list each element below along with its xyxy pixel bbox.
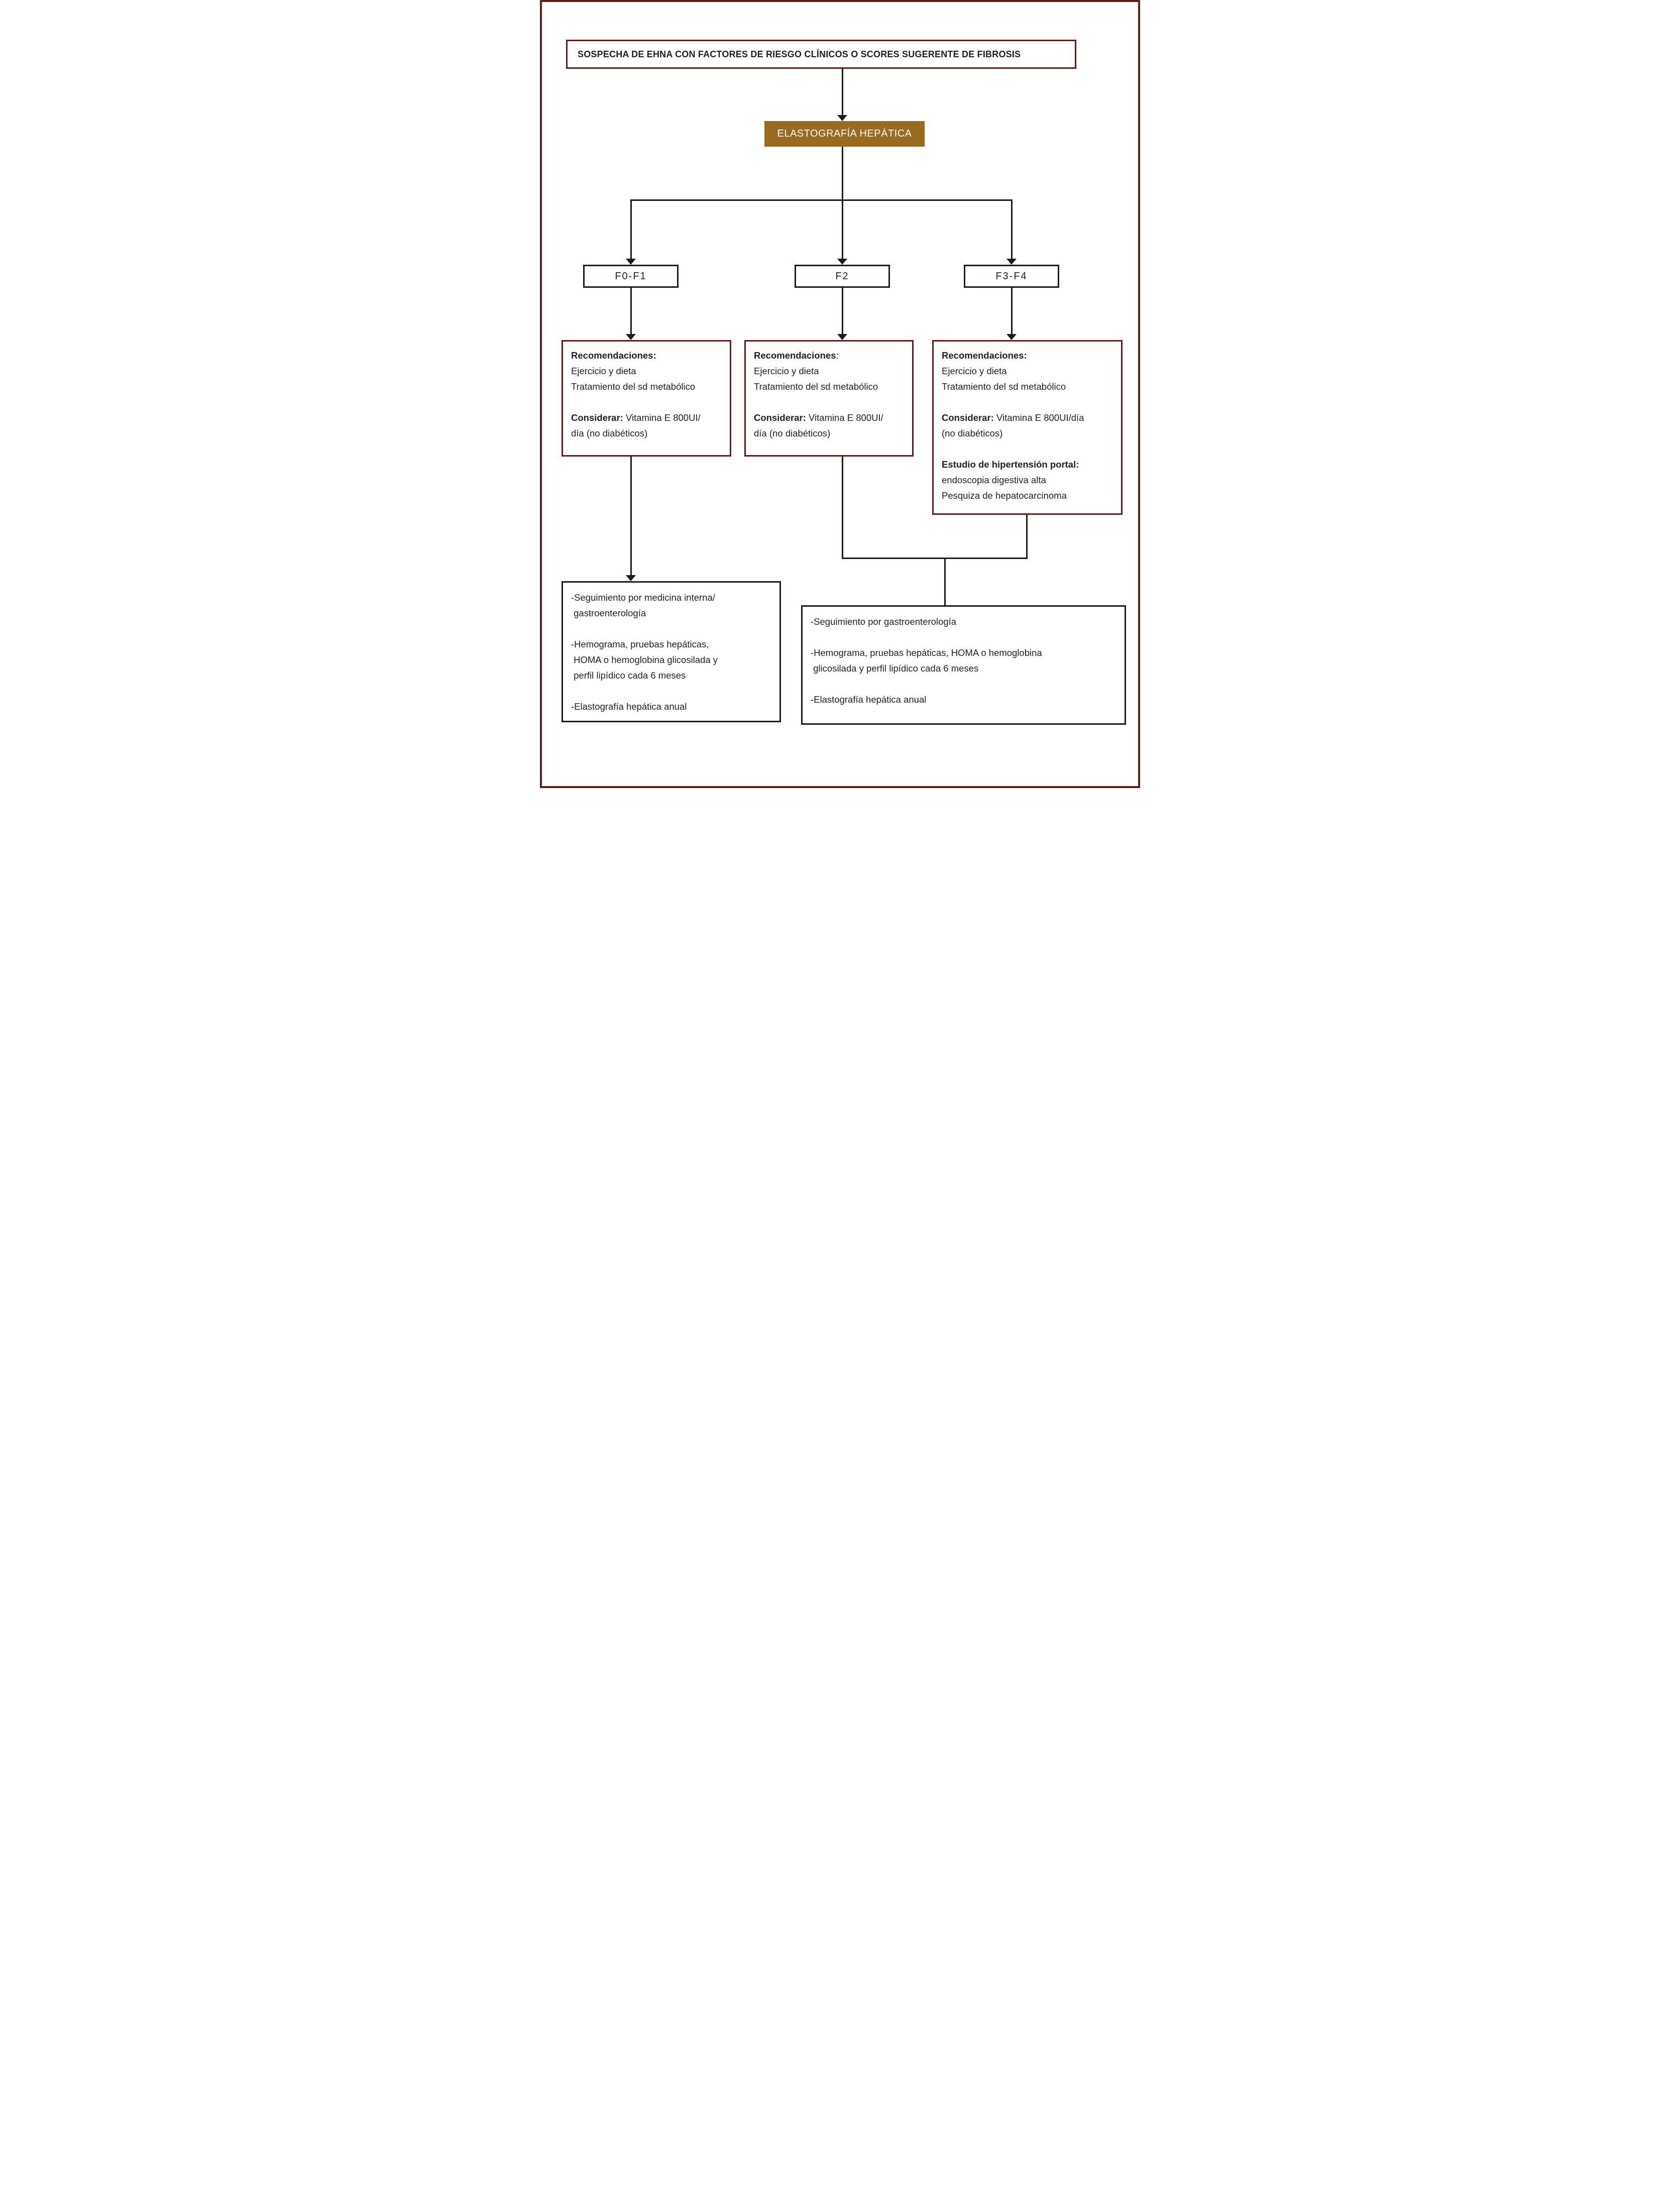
connector-rec-f0f1-to-followup — [630, 457, 632, 575]
text-line — [811, 629, 1116, 645]
flowchart-canvas — [540, 0, 1140, 788]
text-line: -Elastografía hepática anual — [811, 694, 927, 705]
text-line: Considerar: Vitamina E 800UI/día — [942, 412, 1084, 423]
merge-horizontal-line — [842, 558, 1028, 559]
text-line: Ejercicio y dieta — [571, 366, 636, 376]
text-line: Tratamiento del sd metabólico — [571, 381, 696, 392]
text-line: endoscopia digestiva alta — [942, 475, 1046, 485]
arrowhead-icon — [626, 575, 636, 581]
stage-box-f3-f4 — [964, 265, 1059, 288]
text-line: -Seguimiento por gastroenterología — [811, 616, 957, 627]
stage-label-f0-f1: F0-F1 — [615, 270, 647, 282]
connector-f0f1-to-rec — [630, 288, 632, 334]
connector-elastography-to-branch — [842, 147, 843, 201]
connector-f3f4-to-rec — [1011, 288, 1013, 334]
text-line: Considerar: Vitamina E 800UI/ — [754, 412, 883, 423]
arrowhead-icon — [626, 334, 636, 340]
arrowhead-icon — [837, 259, 847, 265]
branch-horizontal-line — [630, 199, 1013, 201]
text-line: Tratamiento del sd metabólico — [754, 381, 878, 392]
text-line: (no diabéticos) — [942, 428, 1003, 438]
text-line: Ejercicio y dieta — [942, 366, 1007, 376]
arrowhead-icon — [1006, 334, 1017, 340]
page-title: SOSPECHA DE EHNA CON FACTORES DE RIESGO CLÍNICOS O SCORES SUGERENTE DE FIBROSIS — [578, 49, 1021, 59]
text-line — [571, 394, 722, 410]
elastography-box — [764, 121, 925, 147]
text-line: Recomendaciones: — [942, 350, 1027, 361]
recommendations-box-f3-f4 — [932, 340, 1123, 515]
text-line: -Hemograma, pruebas hepáticas, — [571, 639, 709, 649]
text-line — [942, 441, 1113, 457]
arrowhead-icon — [837, 115, 847, 121]
stage-label-f3-f4: F3-F4 — [995, 270, 1028, 282]
followup-box-f2-f3-f4 — [801, 605, 1126, 725]
connector-rec-f2-down — [842, 457, 843, 559]
text-line — [571, 683, 771, 699]
connector-branch-to-f0f1 — [630, 201, 632, 259]
text-line: -Seguimiento por medicina interna/ — [571, 592, 715, 603]
stage-box-f2 — [795, 265, 890, 288]
text-line — [754, 394, 904, 410]
text-line: gastroenterología — [571, 608, 646, 618]
text-line: -Elastografía hepática anual — [571, 701, 687, 712]
text-line: Tratamiento del sd metabólico — [942, 381, 1066, 392]
text-line: Recomendaciones: — [571, 350, 656, 361]
arrowhead-icon — [626, 259, 636, 265]
text-line: Estudio de hipertensión portal: — [942, 459, 1079, 470]
text-line: perfil lipídico cada 6 meses — [571, 670, 686, 681]
elastography-label: ELASTOGRAFÍA HEPÁTICA — [777, 128, 912, 139]
connector-title-to-elastography — [842, 69, 843, 115]
text-line — [942, 394, 1113, 410]
text-line: glicosilada y perfil lipídico cada 6 meses — [811, 663, 979, 674]
text-line — [811, 676, 1116, 692]
text-line: Considerar: Vitamina E 800UI/ — [571, 412, 701, 423]
text-line: día (no diabéticos) — [571, 428, 648, 438]
connector-branch-to-f2 — [842, 201, 843, 259]
title-box — [566, 40, 1076, 69]
text-line: día (no diabéticos) — [754, 428, 831, 438]
text-line — [571, 621, 771, 636]
connector-merge-to-followup — [944, 558, 946, 607]
stage-box-f0-f1 — [583, 265, 679, 288]
followup-box-f0-f1 — [562, 581, 781, 722]
arrowhead-icon — [837, 334, 847, 340]
connector-rec-f3f4-down — [1026, 515, 1028, 559]
text-line: Pesquiza de hepatocarcinoma — [942, 490, 1067, 501]
text-line: Recomendaciones: — [754, 350, 839, 361]
recommendations-box-f0-f1 — [562, 340, 731, 457]
connector-branch-to-f3f4 — [1011, 201, 1013, 259]
arrowhead-icon — [1006, 259, 1017, 265]
stage-label-f2: F2 — [835, 270, 849, 282]
recommendations-box-f2 — [744, 340, 914, 457]
text-line: HOMA o hemoglobina glicosilada y — [571, 654, 718, 665]
text-line: Ejercicio y dieta — [754, 366, 819, 376]
connector-f2-to-rec — [842, 288, 843, 334]
text-line: -Hemograma, pruebas hepáticas, HOMA o hemoglobina — [811, 647, 1042, 658]
